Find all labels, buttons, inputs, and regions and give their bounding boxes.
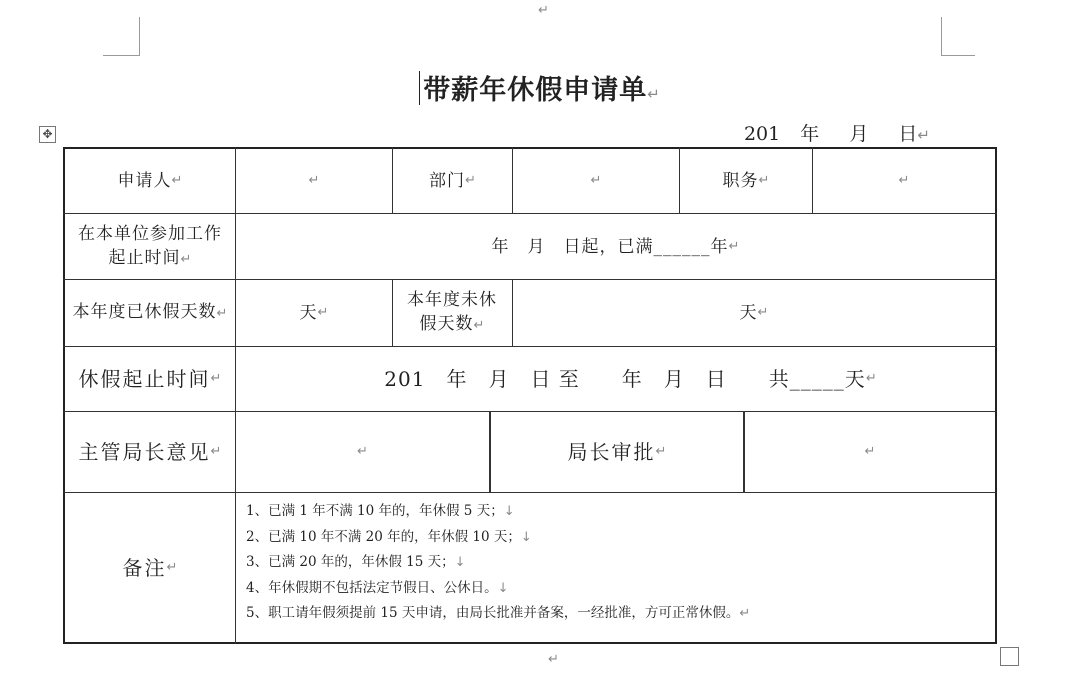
paragraph-mark: ↵ <box>548 652 559 667</box>
remark-text: 1、已满 1 年不满 10 年的，年休假 5 天； <box>246 503 504 519</box>
remark-text: 5、职工请年假须提前 15 天申请，由局长批准并备案，一经批准，方可正常休假。 <box>246 605 740 621</box>
remarks-label-cell[interactable] <box>65 493 235 642</box>
position-label: 职务 <box>722 171 759 191</box>
date-year-unit: 年 <box>800 123 820 145</box>
document-title[interactable] <box>0 68 1080 107</box>
leave-period-value-cell[interactable] <box>236 347 995 411</box>
date-year: 201 <box>743 123 781 145</box>
director-approval-value-cell[interactable] <box>745 412 995 492</box>
remark-line <box>246 525 750 551</box>
date-month-unit: 月 <box>849 123 869 145</box>
line-break-mark: ↓ <box>503 504 515 519</box>
remark-line <box>246 499 750 525</box>
remark-text: 2、已满 10 年不满 20 年的，年休假 10 天； <box>246 528 521 545</box>
paragraph-mark: ↵ <box>210 444 222 459</box>
paragraph-mark: ↵ <box>180 251 192 267</box>
remark-line <box>246 550 750 576</box>
supervisor-opinion-label: 主管局长意见 <box>78 440 211 464</box>
work-period-label: 在本单位参加工作起止时间 <box>78 223 222 268</box>
supervisor-opinion-value-cell[interactable] <box>236 412 489 492</box>
date-day-unit: 日 <box>898 123 918 145</box>
paragraph-mark: ↵ <box>590 173 602 188</box>
remark-line <box>246 576 750 602</box>
work-period-value: 年 月 日起，已满______年 <box>491 236 729 257</box>
paragraph-mark: ↵ <box>758 173 770 188</box>
paragraph-mark: ↵ <box>739 606 751 621</box>
paragraph-mark: ↵ <box>166 559 178 575</box>
leave-period-value: 201 年 月 日 至 年 月 日 共_____天 <box>384 367 866 391</box>
line-break-mark: ↓ <box>454 555 466 570</box>
remarks-label: 备注 <box>122 555 167 580</box>
paragraph-mark: ↵ <box>865 371 877 386</box>
days-taken-unit: 天 <box>299 303 318 323</box>
remaining-days-label: 本年度未休假天数 <box>407 290 497 334</box>
paragraph-mark: ↵ <box>465 173 476 188</box>
supervisor-opinion-label-cell[interactable] <box>65 412 235 492</box>
remaining-days-value-cell[interactable] <box>513 280 995 346</box>
remarks-notes[interactable] <box>246 499 750 627</box>
paragraph-mark: ↵ <box>308 173 320 188</box>
department-label-cell[interactable] <box>393 149 512 213</box>
table-resize-handle-icon[interactable] <box>1000 647 1019 666</box>
paragraph-mark: ↵ <box>473 318 485 333</box>
page-corner-mark-right <box>941 17 975 56</box>
work-period-value-cell[interactable] <box>236 214 995 279</box>
remark-line <box>246 601 750 627</box>
department-label: 部门 <box>429 171 466 191</box>
paragraph-mark: ↵ <box>917 126 930 144</box>
date-line[interactable] <box>744 119 930 146</box>
remark-text: 4、年休假期不包括法定节假日、公休日。 <box>246 579 498 596</box>
director-approval-label: 局长审批 <box>567 440 656 464</box>
table-move-handle-icon[interactable]: ✥ <box>39 126 56 143</box>
position-value-cell[interactable] <box>813 149 995 213</box>
days-taken-label-cell[interactable] <box>68 280 232 346</box>
paragraph-mark: ↵ <box>357 444 368 459</box>
paragraph-mark: ↵ <box>655 444 667 459</box>
paragraph-mark: ↵ <box>171 173 183 188</box>
text-cursor <box>419 71 420 105</box>
days-taken-value-cell[interactable] <box>236 280 392 346</box>
position-label-cell[interactable] <box>680 149 812 213</box>
work-period-label-cell[interactable] <box>68 214 232 279</box>
applicant-value-cell[interactable] <box>236 149 392 213</box>
director-approval-label-cell[interactable] <box>491 412 743 492</box>
line-break-mark: ↓ <box>497 580 509 596</box>
paragraph-mark: ↵ <box>864 444 876 459</box>
department-value-cell[interactable] <box>513 149 679 213</box>
paragraph-mark: ↵ <box>210 371 222 386</box>
paragraph-mark: ↵ <box>317 305 329 320</box>
paragraph-mark: ↵ <box>757 305 769 320</box>
paragraph-mark: ↵ <box>647 85 661 103</box>
paragraph-mark: ↵ <box>216 306 228 321</box>
paragraph-mark: ↵ <box>898 173 910 188</box>
page-corner-mark-left <box>103 17 140 56</box>
leave-period-label-cell[interactable] <box>65 347 235 411</box>
remaining-days-unit: 天 <box>739 303 758 323</box>
applicant-label-cell[interactable] <box>65 149 235 213</box>
leave-period-label: 休假起止时间 <box>78 367 211 391</box>
applicant-label: 申请人 <box>117 171 172 191</box>
paragraph-mark: ↵ <box>538 3 549 18</box>
paragraph-mark: ↵ <box>728 238 740 254</box>
line-break-mark: ↓ <box>520 529 532 545</box>
title-text: 带薪年休假申请单 <box>423 75 648 106</box>
column-divider <box>392 279 393 346</box>
remark-text: 3、已满 20 年的，年休假 15 天； <box>246 554 455 570</box>
days-taken-label: 本年度已休假天数 <box>72 302 217 322</box>
remaining-days-label-cell[interactable] <box>395 280 509 346</box>
